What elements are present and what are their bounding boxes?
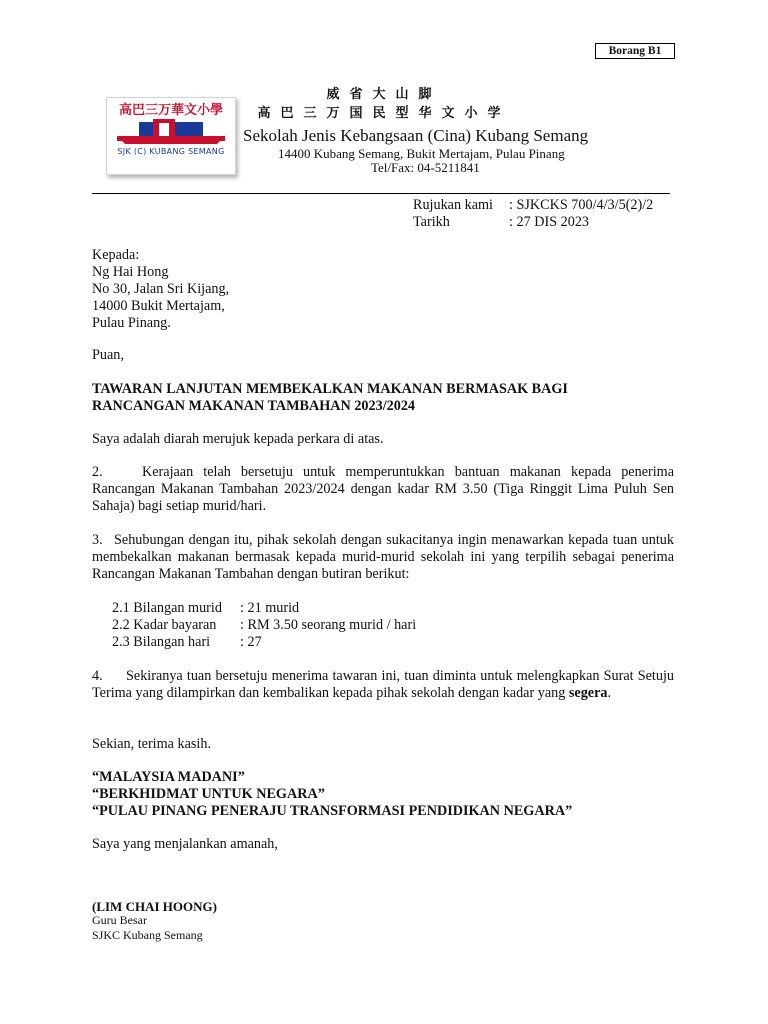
salutation: Puan, [92, 347, 124, 363]
paragraph-4-text: Sekiranya tuan bersetuju menerima tawaran ini, tuan diminta untuk melengkapkan Surat Setuju Terima yang dilampirkan dan kembalikan kepada pihak sekolah dengan kadar yang [92, 668, 674, 701]
detail-item-label: 2.2 Kadar bayaran [112, 617, 217, 633]
paragraph-4 [92, 668, 674, 702]
recipient-address-line-3: Pulau Pinang. [92, 315, 171, 331]
header-chinese-line-1: 威省大山脚 [326, 87, 442, 102]
detail-item-label: 2.1 Bilangan murid [112, 600, 222, 616]
paragraph-4-bold: segera [568, 685, 608, 701]
paragraph-3-text: Sehubungan dengan itu, pihak sekolah dengan sukacitanya ingin menawarkan kepada tuan untuk membekalkan makanan bermasak kepada murid-murid sekolah ini yang terpilih sebagai penerima Rancangan Makanan Tambahan dengan butiran berikut: [92, 532, 674, 582]
slogan-1: “MALAYSIA MADANI” [92, 769, 245, 785]
slogan-3: “PULAU PINANG PENERAJU TRANSFORMASI PENDIDIKAN NEGARA” [92, 803, 573, 819]
rujukan-label: Rujukan kami [413, 197, 493, 213]
tarikh-label: Tarikh [413, 214, 450, 230]
signatory-name: (LIM CHAI HOONG) [92, 899, 217, 914]
reference-tarikh [413, 214, 589, 230]
paragraph-2-text: Kerajaan telah bersetuju untuk memperuntukkan bantuan makanan kepada penerima Rancangan Makanan Tambahan 2023/2024 dengan kadar RM 3.50 (Tiga Ringgit Lima Puluh Sen Sahaja) bagi setiap murid/hari. [92, 464, 674, 514]
signatory-organisation: SJKC Kubang Semang [92, 928, 203, 942]
paragraph-3 [92, 532, 674, 583]
paragraph-3-number: 3. [92, 532, 103, 548]
recipient-address-line-1: No 30, Jalan Sri Kijang, [92, 281, 230, 297]
school-name: Sekolah Jenis Kebangsaan (Cina) Kubang Semang [243, 126, 589, 145]
header-chinese-line-2: 高巴三万国民型华文小学 [257, 106, 511, 121]
recipient-address-line-2: 14000 Bukit Mertajam, [92, 298, 225, 314]
form-code-label: Borang B1 [595, 43, 675, 59]
rujukan-value: : SJKCKS 700/4/3/5(2)/2 [509, 197, 654, 213]
tarikh-value: : 27 DIS 2023 [509, 214, 590, 230]
paragraph-4-end: . [607, 685, 612, 701]
closing-line: Sekian, terima kasih. [92, 736, 211, 752]
subject-line-1: TAWARAN LANJUTAN MEMBEKALKAN MAKANAN BERMASAK BAGI [92, 381, 568, 397]
school-telfax: Tel/Fax: 04-5211841 [371, 160, 480, 175]
reference-rujukan [413, 197, 653, 213]
logo-latin-text: SJK (C) KUBANG SEMANG [117, 147, 225, 156]
paragraph-2 [92, 464, 674, 515]
detail-item-value: : 27 [240, 634, 262, 650]
header-divider [92, 193, 670, 194]
paragraph-4-number: 4. [92, 668, 103, 684]
signatory-title: Guru Besar [92, 913, 147, 927]
detail-item-value: : 21 murid [240, 600, 300, 616]
paragraph-1: Saya adalah diarah merujuk kepada perkara di atas. [92, 431, 384, 447]
logo-chinese-text: 高巴三万華文小學 [118, 103, 223, 118]
paragraph-2-number: 2. [92, 464, 103, 480]
detail-item [112, 617, 416, 634]
recipient-name: Ng Hai Hong [92, 264, 169, 280]
detail-item-value: : RM 3.50 seorang murid / hari [240, 617, 417, 633]
school-address: 14400 Kubang Semang, Bukit Mertajam, Pulau Pinang [278, 146, 565, 161]
slogan-2: “BERKHIDMAT UNTUK NEGARA” [92, 786, 325, 802]
recipient-kepada: Kepada: [92, 247, 140, 263]
detail-item [112, 600, 299, 617]
detail-item-label: 2.3 Bilangan hari [112, 634, 211, 650]
subject-line-2: RANCANGAN MAKANAN TAMBAHAN 2023/2024 [92, 398, 416, 414]
sign-off: Saya yang menjalankan amanah, [92, 836, 278, 852]
detail-item [112, 634, 262, 651]
